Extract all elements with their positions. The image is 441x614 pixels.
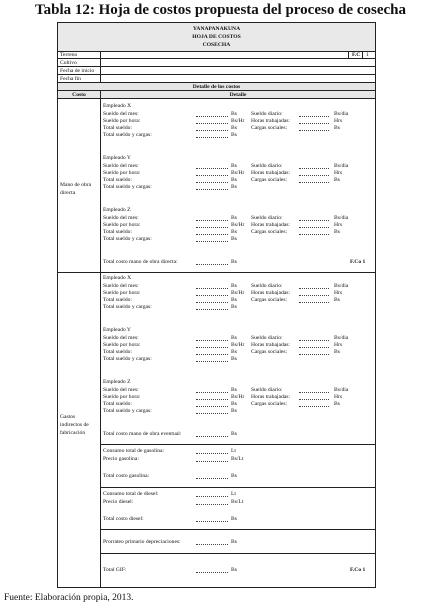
company-name: YANAPANAKUNA: [192, 26, 241, 32]
unit-label: Bs/dia: [334, 111, 349, 117]
section-total-label: Total GIF:: [103, 567, 127, 573]
field-label: Total sueldo y cargas:: [103, 184, 152, 190]
section-name-gif: Gastos indirectos de fabricación: [60, 414, 89, 436]
subsection-divider: [100, 487, 375, 488]
unit-label: Bs: [334, 229, 340, 235]
field-label: Total sueldo y cargas:: [103, 408, 152, 414]
entry-blank: [196, 399, 228, 400]
employee-name: Empleado Z: [103, 207, 131, 213]
unit-label: Bs: [334, 401, 340, 407]
field-label: Total sueldo:: [103, 177, 132, 183]
field-label: Total sueldo:: [103, 229, 132, 235]
info-row-cultivo: [58, 59, 375, 67]
field-label: Horas trabajadas:: [251, 118, 290, 124]
field-label: Total sueldo y cargas:: [103, 236, 152, 242]
entry-blank: [196, 175, 228, 176]
fco-box: [348, 51, 375, 59]
unit-label: Bs: [231, 215, 237, 221]
unit-label: Hrs: [334, 290, 343, 296]
unit-label: Lt: [231, 448, 236, 454]
entry-blank: [196, 361, 228, 362]
unit-label: Bs: [334, 125, 340, 131]
col-costo: Costo: [72, 92, 86, 98]
unit-label: Bs: [334, 349, 340, 355]
unit-label: Hrs: [334, 342, 343, 348]
entry-blank: [196, 413, 228, 414]
unit-label: Bs: [231, 229, 237, 235]
info-row-fecha-fin: [58, 75, 375, 83]
entry-blank: [196, 392, 228, 393]
unit-label: Bs: [231, 304, 237, 310]
field-label: Total sueldo y cargas:: [103, 356, 152, 362]
entry-blank: [299, 354, 329, 355]
source-note: Fuente: Elaboración propia, 2013.: [4, 593, 134, 603]
field-label: Sueldo por hora:: [103, 222, 141, 228]
field-label: Cargas sociales:: [251, 229, 288, 235]
entry-blank: [196, 182, 228, 183]
unit-label: Bs: [231, 408, 237, 414]
entry-blank: [299, 406, 329, 407]
unit-label: Bs/Lt: [231, 456, 244, 462]
info-row-fecha-inicio: [58, 67, 375, 75]
col-detalle: Detalle: [229, 92, 247, 98]
table-title: Tabla 12: Hoja de costos propuesta del proceso de cosecha: [35, 2, 406, 18]
info-label: Fecha de inicio: [60, 68, 95, 74]
field-label: Precio gasolina:: [103, 456, 139, 462]
unit-label: Bs: [231, 473, 237, 479]
field-label: Total sueldo:: [103, 125, 132, 131]
entry-blank: [196, 168, 228, 169]
unit-label: Hrs: [334, 394, 343, 400]
field-label: Total sueldo:: [103, 401, 132, 407]
field-label: Total sueldo:: [103, 349, 132, 355]
entry-blank: [196, 478, 228, 479]
unit-label: Bs: [231, 335, 237, 341]
entry-blank: [196, 354, 228, 355]
unit-label: Bs: [231, 567, 237, 573]
unit-label: Bs: [231, 132, 237, 138]
field-label: Cargas sociales:: [251, 401, 288, 407]
field-label: Sueldo por hora:: [103, 290, 141, 296]
unit-label: Bs/Hr: [231, 290, 245, 296]
unit-label: Bs: [231, 177, 237, 183]
field-label: Sueldo por hora:: [103, 342, 141, 348]
field-label: Consumo total de diesel:: [103, 491, 159, 497]
field-label: Sueldo diario:: [251, 111, 283, 117]
field-label: Cargas sociales:: [251, 297, 288, 303]
entry-blank: [196, 496, 228, 497]
field-label: Sueldo por hora:: [103, 170, 141, 176]
unit-label: Bs: [231, 356, 237, 362]
entry-blank: [299, 175, 329, 176]
employee-name: Empleado X: [103, 275, 132, 281]
unit-label: Bs: [231, 236, 237, 242]
entry-blank: [299, 399, 329, 400]
entry-blank: [196, 264, 228, 265]
field-label: Sueldo por hora:: [103, 394, 141, 400]
employee-name: Empleado Y: [103, 327, 131, 333]
entry-blank: [196, 295, 228, 296]
section-divider: [58, 272, 375, 273]
unit-label: Bs/Hr: [231, 342, 245, 348]
entry-blank: [299, 116, 329, 117]
info-row-terreno: [58, 51, 375, 59]
entry-blank: [299, 302, 329, 303]
entry-blank: [196, 453, 228, 454]
field-label: Sueldo del mes:: [103, 163, 139, 169]
subsection-divider: [100, 529, 375, 530]
unit-label: Bs: [334, 177, 340, 183]
section-ref: F.Co 1: [350, 259, 366, 265]
field-label: Total sueldo y cargas:: [103, 304, 152, 310]
section-name-mano-obra: Mano de obra directa: [60, 182, 92, 196]
field-label: Sueldo del mes:: [103, 111, 139, 117]
info-label: Terreno: [60, 52, 78, 58]
field-label: Cargas sociales:: [251, 125, 288, 131]
unit-label: Bs/Hr: [231, 170, 245, 176]
entry-blank: [196, 436, 228, 437]
field-label: Sueldo por hora:: [103, 118, 141, 124]
section-ref: F.Co 1: [350, 567, 366, 573]
entry-blank: [196, 340, 228, 341]
field-label: Horas trabajadas:: [251, 222, 290, 228]
field-label: Total sueldo y cargas:: [103, 132, 152, 138]
field-label: Cargas sociales:: [251, 177, 288, 183]
entry-blank: [196, 123, 228, 124]
entry-blank: [299, 123, 329, 124]
section-total-label: Total costo mano de obra directa:: [103, 259, 178, 265]
entry-blank: [196, 504, 228, 505]
entry-blank: [196, 227, 228, 228]
entry-blank: [196, 137, 228, 138]
entry-blank: [299, 340, 329, 341]
info-label: Cultivo: [60, 60, 77, 66]
unit-label: Bs: [231, 184, 237, 190]
entry-blank: [299, 347, 329, 348]
unit-label: Bs: [334, 297, 340, 303]
unit-label: Bs: [231, 401, 237, 407]
unit-label: Bs: [231, 516, 237, 522]
entry-blank: [299, 392, 329, 393]
unit-label: Bs: [231, 163, 237, 169]
entry-blank: [196, 347, 228, 348]
entry-blank: [196, 116, 228, 117]
unit-label: Hrs: [334, 170, 343, 176]
field-label: Sueldo diario:: [251, 387, 283, 393]
column-headers: [58, 91, 375, 99]
field-label: Sueldo del mes:: [103, 215, 139, 221]
entry-blank: [196, 572, 228, 573]
entry-blank: [299, 234, 329, 235]
field-label: Horas trabajadas:: [251, 170, 290, 176]
unit-label: Bs/dia: [334, 335, 349, 341]
entry-blank: [299, 182, 329, 183]
entry-blank: [196, 406, 228, 407]
unit-label: Bs/dia: [334, 387, 349, 393]
field-label: Sueldo del mes:: [103, 283, 139, 289]
cost-sheet: [57, 22, 376, 588]
field-label: Sueldo diario:: [251, 283, 283, 289]
entry-blank: [196, 302, 228, 303]
field-label: Total costo diesel:: [103, 516, 144, 522]
entry-blank: [196, 309, 228, 310]
entry-blank: [196, 130, 228, 131]
process-name: COSECHA: [202, 42, 231, 48]
unit-label: Bs/Lt: [231, 499, 244, 505]
unit-label: Hrs: [334, 118, 343, 124]
unit-label: Hrs: [334, 222, 343, 228]
entry-blank: [299, 295, 329, 296]
unit-label: Bs: [231, 387, 237, 393]
unit-label: Bs: [231, 349, 237, 355]
entry-blank: [196, 461, 228, 462]
field-label: Horas trabajadas:: [251, 394, 290, 400]
entry-blank: [196, 544, 228, 545]
entry-blank: [196, 234, 228, 235]
field-label: Sueldo diario:: [251, 163, 283, 169]
unit-label: Bs/Hr: [231, 222, 245, 228]
entry-blank: [196, 521, 228, 522]
section-total-label: Total costo mano de obra eventual:: [103, 431, 182, 437]
field-label: Total sueldo:: [103, 297, 132, 303]
employee-name: Empleado Z: [103, 379, 131, 385]
unit-label: Bs: [231, 125, 237, 131]
unit-label: Bs/dia: [334, 215, 349, 221]
field-label: Total costo gasolina:: [103, 473, 150, 479]
column-divider: [100, 99, 101, 587]
sheet-header: [58, 23, 375, 52]
unit-label: Bs/dia: [334, 283, 349, 289]
entry-blank: [196, 189, 228, 190]
unit-label: Bs: [231, 111, 237, 117]
sheet-name: HOJA DE COSTOS: [192, 34, 241, 40]
field-label: Prorrateo primario depreciaciones:: [103, 539, 181, 545]
unit-label: Bs: [231, 283, 237, 289]
fco-value: 1: [366, 52, 369, 58]
field-label: Consumo total de gasolina:: [103, 448, 165, 454]
field-label: Horas trabajadas:: [251, 290, 290, 296]
field-label: Cargas sociales:: [251, 349, 288, 355]
entry-blank: [299, 288, 329, 289]
unit-label: Bs/Hr: [231, 394, 245, 400]
info-label: Fecha fin: [60, 76, 81, 82]
unit-label: Bs: [231, 431, 237, 437]
detail-band: Detalle de los costos: [58, 83, 375, 91]
unit-label: Bs: [231, 259, 237, 265]
entry-blank: [196, 288, 228, 289]
field-label: Sueldo del mes:: [103, 387, 139, 393]
unit-label: Bs: [231, 297, 237, 303]
unit-label: Lt: [231, 491, 236, 497]
entry-blank: [196, 220, 228, 221]
entry-blank: [299, 220, 329, 221]
unit-label: Bs/Hr: [231, 118, 245, 124]
subsection-divider: [100, 444, 375, 445]
unit-label: Bs/dia: [334, 163, 349, 169]
employee-name: Empleado X: [103, 103, 132, 109]
fco-label: F.C: [352, 52, 361, 58]
entry-blank: [196, 241, 228, 242]
subsection-divider: [100, 553, 375, 554]
entry-blank: [299, 130, 329, 131]
employee-name: Empleado Y: [103, 155, 131, 161]
field-label: Sueldo diario:: [251, 335, 283, 341]
field-label: Precio diesel:: [103, 499, 134, 505]
field-label: Sueldo diario:: [251, 215, 283, 221]
unit-label: Bs: [231, 539, 237, 545]
entry-blank: [299, 227, 329, 228]
entry-blank: [299, 168, 329, 169]
field-label: Sueldo del mes:: [103, 335, 139, 341]
field-label: Horas trabajadas:: [251, 342, 290, 348]
